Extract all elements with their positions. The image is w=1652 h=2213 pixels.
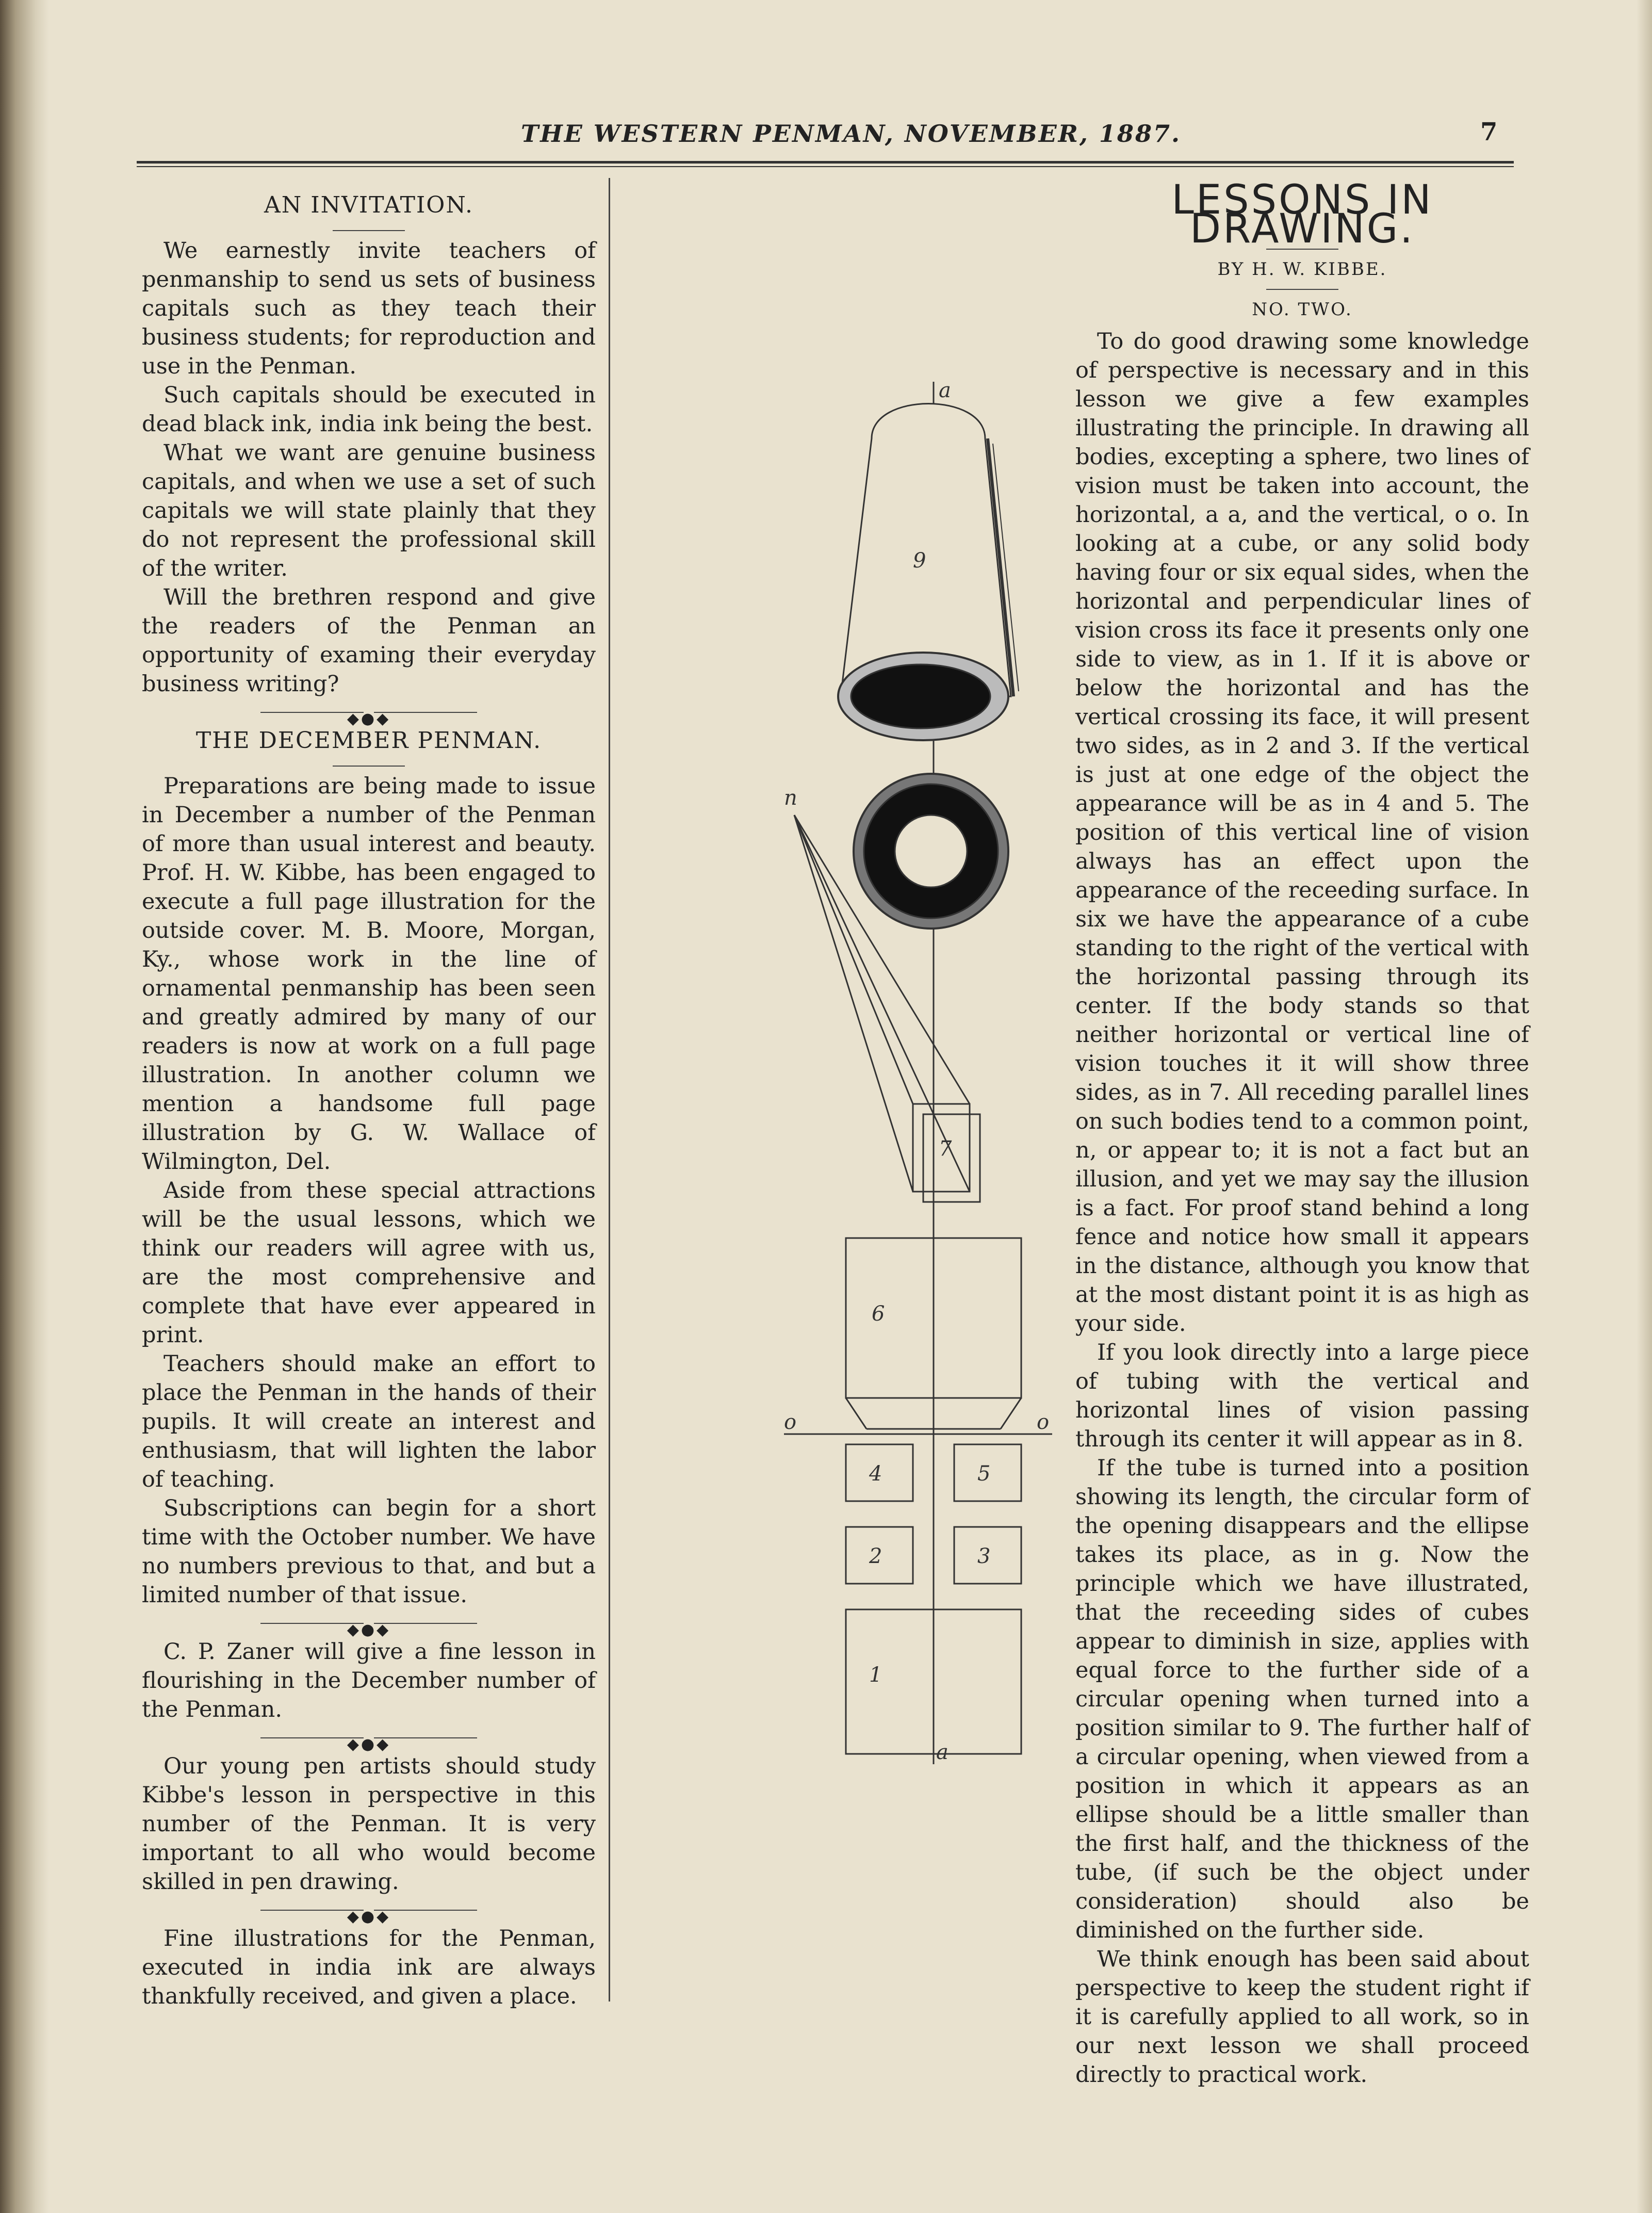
figure-label: 2	[869, 1544, 882, 1568]
december-paragraph: Preparations are being made to issue in December a number of the Penman of more than usual interest and beauty. Prof. H. W. Kibbe, has been engaged to execute a full page illustration for the outside cover. M. B. Moore, Morgan, Ky., whose work in the line of ornamental penmanship has been seen and greatly admired by many of our readers is now at work on a full page illustration. In another column we mention a handsome full page illustration by G. W. Wallace of Wilmington, Del.	[142, 773, 596, 1175]
page-number: 7	[1480, 118, 1498, 147]
lesson-paragraph: To do good drawing some knowledge of perspective is necessary and in this lesson we give a few examples illustrating the principle. In drawing all bodies, excepting a sphere, two lines of vision must be taken into account, the horizontal, a a, and the vertical, o o. In looking at a cube, or any solid body having four or six equal sides, when the horizontal and perpendicular lines of vision cross its face it presents only one side to view, as in 1. If it is above or below the horizontal and has the vertical crossing its face, it will present two sides, as in 2 and 3. If the vertical is just at one edge of the object the appearance will be as in 4 and 5. The position of this vertical line of vision always has an effect upon the appearance of the receeding surface. In six we have the appearance of a cube standing to the right of the vertical with the horizontal passing through its center. If the body stands so that neither horizontal or vertical line of vision touches it it will show three sides, as in 7. All receding parallel lines on such bodies tend to a common point, n, or appear to; it is not a fact but an illusion, and yet we may say the illusion is a fact. For proof stand behind a long fence and notice how small it appears in the distance, although you know that at the most distant point it is as high as your side.	[1075, 329, 1529, 1337]
short-rule	[333, 766, 405, 767]
lesson-paragraph: We think enough has been said about perspective to keep the student right if it is carefully applied to all work, so in our next lesson we shall proceed directly to practical work.	[1075, 1946, 1529, 2088]
figure-label: o	[784, 1410, 797, 1434]
note-paragraph: C. P. Zaner will give a fine lesson in flourishing in the December number of the Penman.	[142, 1639, 596, 1722]
left-column	[142, 186, 596, 2011]
note-paragraph: Our young pen artists should study Kibbe's lesson in perspective in this number of the Penman. It is very important to all who would become skilled in pen drawing.	[142, 1753, 596, 1895]
december-paragraph: Aside from these special attractions will be the usual lessons, which we think our readers will agree with us, are the most comprehensive and complete that have ever appeared in print.	[142, 1178, 596, 1348]
lesson-paragraph: If the tube is turned into a position showing its length, the circular form of the opening disappears and the ellipse takes its place, as in g. Now the principle which we have illustrated, that the receeding sides of cubes appear to diminish in size, applies with equal force to the further side of a circular opening when turned into a position similar to 9. The further half of a circular opening, when viewed from a position in which it appears as an ellipse should be a little smaller than the first half, and the thickness of the tube, (if such be the object under consideration) should also be diminished on the further side.	[1075, 1455, 1529, 1943]
header-rule	[137, 161, 1514, 167]
figure-label: n	[784, 786, 797, 810]
invitation-heading: AN INVITATION.	[264, 192, 474, 218]
perspective-figure	[784, 361, 1052, 1764]
running-head: THE WESTERN PENMAN, NOVEMBER, 1887.	[521, 120, 1181, 148]
invitation-paragraph: Will the brethren respond and give the readers of the Penman an opportunity of examing their everyday business writing?	[142, 584, 596, 697]
figure-label: o	[1037, 1410, 1050, 1434]
figure-label: 9	[913, 549, 926, 573]
figure-label: 4	[869, 1462, 882, 1486]
note-paragraph: Fine illustrations for the Penman, executed in india ink are always thankfully received, and given a place.	[142, 1926, 596, 2009]
short-rule	[1266, 289, 1338, 290]
figure-label: 6	[872, 1302, 885, 1326]
lesson-paragraph: If you look directly into a large piece of tubing with the vertical and horizontal lines of vision passing through its center it will appear as in 8.	[1075, 1340, 1529, 1452]
figure-label: 1	[869, 1663, 882, 1687]
column-rule	[609, 178, 610, 2002]
tube-opening-inner	[851, 664, 990, 728]
page-edge	[1637, 0, 1652, 2213]
lessons-heading: LESSONS IN DRAWING.	[1171, 177, 1433, 252]
figure-label: 5	[977, 1462, 991, 1486]
ornament-divider: ◆●◆	[142, 1730, 596, 1746]
invitation-paragraph: What we want are genuine business capitals, and when we use a set of such capitals we will state plainly that they do not represent the professional skill of the writer.	[142, 440, 596, 581]
december-paragraph: Subscriptions can begin for a short time with the October number. We have no numbers previous to that, and but a limited number of that issue.	[142, 1495, 596, 1608]
figure-label: 3	[977, 1544, 991, 1568]
lesson-number: NO. TWO.	[1252, 299, 1353, 320]
short-rule	[333, 230, 405, 231]
invitation-paragraph: We earnestly invite teachers of penmanship to send us sets of business capitals such as they teach their business students; for reproduction and use in the Penman.	[142, 238, 596, 379]
ornament-divider: ◆●◆	[142, 705, 596, 720]
right-column	[1075, 177, 1529, 2089]
figure-label: 7	[939, 1137, 952, 1161]
figure-label: 8	[918, 840, 931, 864]
book-binding	[0, 0, 49, 2213]
december-paragraph: Teachers should make an effort to place the Penman in the hands of their pupils. It will create an interest and enthusiasm, that will lighten the labor of teaching.	[142, 1351, 596, 1492]
ornament-divider: ◆●◆	[142, 1616, 596, 1631]
figure-label: a	[939, 379, 951, 402]
invitation-paragraph: Such capitals should be executed in dead black ink, india ink being the best.	[142, 382, 596, 437]
figure-label: a	[936, 1740, 948, 1764]
ornament-divider: ◆●◆	[142, 1902, 596, 1918]
december-heading: THE DECEMBER PENMAN.	[195, 727, 542, 754]
byline: BY H. W. KIBBE.	[1217, 259, 1387, 280]
